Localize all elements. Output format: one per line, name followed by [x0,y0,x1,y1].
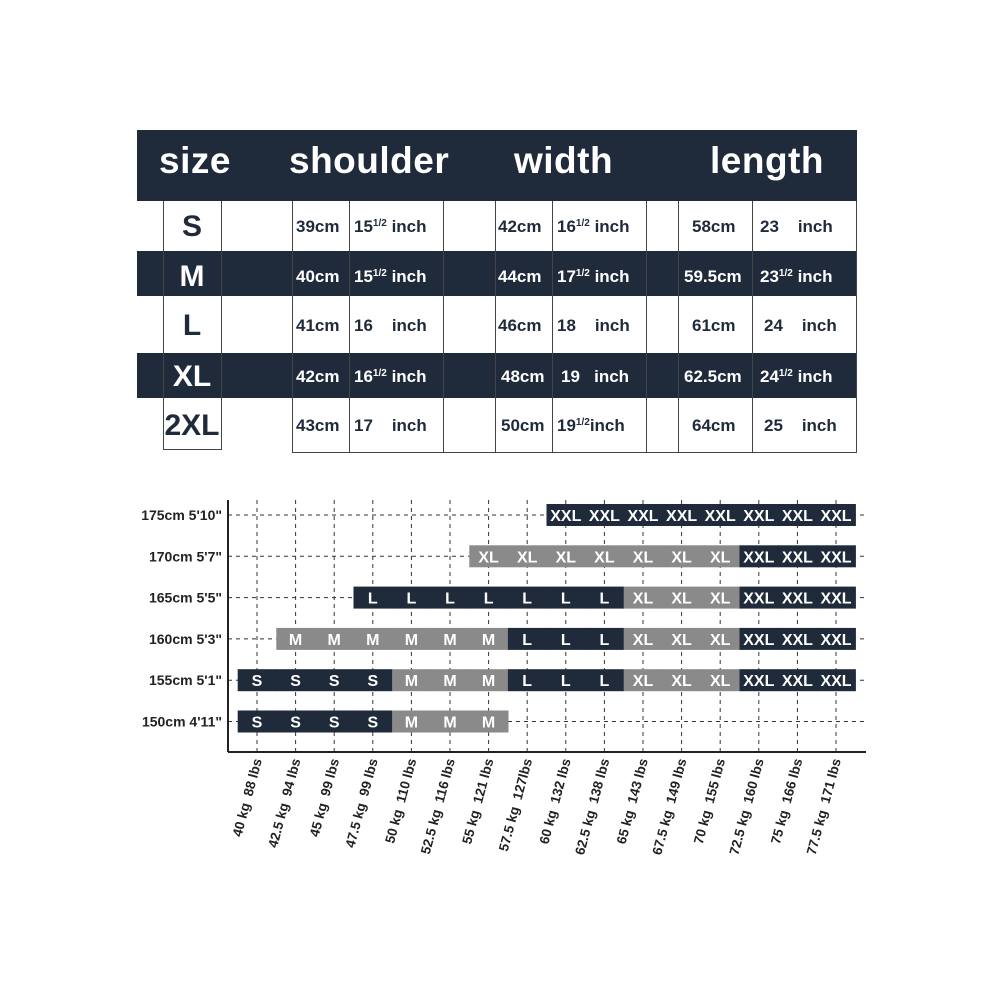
row-band-m [137,251,857,296]
size-cell-label: S [290,714,301,732]
size-cell-label: L [367,590,378,608]
width-cm: 50cm [501,416,545,435]
size-cell-label: XXL [743,631,775,649]
length-inch: $23^{1/2}$ inch [760,267,833,286]
size-cell-label: M [481,673,496,691]
size-cell-label: XL [555,549,577,567]
rule [752,201,753,453]
size-cell-label: L [560,673,571,691]
x-axis-label: 55 kg 121 lbs [459,756,497,846]
shoulder-cm: 42cm [296,367,340,386]
size-cell-label: XXL [781,508,813,525]
size-cell-label: XXL [781,590,813,608]
rule [678,201,679,453]
shoulder-inch: 17 inch [354,416,427,435]
size-cell-label: XXL [781,673,813,691]
length-cm: 59.5cm [684,267,742,286]
size-cell-label: XL [516,549,538,567]
length-cm: 62.5cm [684,367,742,386]
size-cell-label: XXL [550,508,582,525]
size-cell-label: S [328,714,340,732]
shoulder-cm: 39cm [296,217,340,236]
size-cell-label: S [290,673,301,691]
size-cell-label: L [560,631,571,649]
size-cell-label: M [404,631,419,649]
size-cell-label: XL [709,590,731,608]
size-cell-label: XL [594,549,615,567]
size-cell-label: XL [632,549,654,567]
width-cm: 48cm [501,367,545,386]
width-cm: 44cm [498,267,542,286]
size-cell-label: XL [671,631,692,649]
size-cell-label: L [483,590,494,608]
size-cell-label: XXL [588,508,620,525]
length-inch: $24^{1/2}$ inch [760,367,833,386]
y-axis-label: 165cm 5'5" [148,589,222,606]
size-label: 2XL [164,409,220,442]
size-cell-label: L [522,631,533,649]
rule [292,201,293,453]
size-cell-label: S [367,714,379,732]
size-cell-label: XXL [627,508,659,525]
width-inch: $19^{1/2}inch$ [557,416,625,435]
y-axis-label: 150cm 4'11" [141,713,222,730]
size-label: L [182,309,202,342]
row-band-xl [137,353,857,398]
rule [646,201,647,453]
size-cell-label: M [327,631,341,649]
x-axis-label: 67.5 kg 149 lbs [649,756,690,857]
size-cell-label: S [328,673,340,691]
header-shoulder: shoulder [289,140,450,181]
size-cell-label: M [481,631,496,649]
size-cell-label: S [251,714,263,732]
size-cell-label: L [445,590,455,608]
y-axis-label: 160cm 5'3" [148,630,222,647]
shoulder-inch: 16 inch [354,316,427,335]
size-label: S [181,210,202,243]
y-axis-label: 155cm 5'1" [148,672,222,689]
header-width: width [514,140,614,181]
size-label: M [179,260,205,293]
width-inch: 19 inch [561,367,630,386]
size-cell-label: XL [709,549,731,567]
rule [443,201,444,453]
width-inch: $16^{1/2}$ inch [557,217,630,236]
width-cm: 46cm [498,316,542,335]
x-axis-label: 65 kg 143 lbs [613,756,651,846]
size-cell-label: XXL [704,508,736,525]
rule [552,201,553,453]
x-axis-label: 50 kg 110 lbs [382,756,420,845]
y-axis-label: 175cm 5'10" [141,507,222,523]
size-cell-label: XXL [820,549,852,567]
size-cell-label: M [443,631,457,649]
size-cell-label: XL [671,590,692,608]
x-axis-label: 52.5 kg 116 lbs [417,756,458,856]
y-axis-label: 170cm 5'7" [148,548,222,565]
size-cell-label: XXL [820,508,852,525]
size-cell-label: XXL [820,590,852,608]
length-cm: 64cm [692,416,736,435]
shoulder-inch: $15^{1/2}$ inch [354,267,427,286]
size-cell-label: XXL [743,590,775,608]
size-cell-label: L [522,673,533,691]
size-cell-label: XL [709,673,731,691]
size-cell-label: S [251,673,263,691]
shoulder-inch: $16^{1/2}$ inch [354,367,427,386]
header-length: length [710,140,824,181]
x-axis-label: 72.5 kg 160 lbs [726,756,767,857]
length-cm: 61cm [692,316,736,335]
size-cell-label: L [599,590,610,608]
size-cell-label: L [560,590,571,608]
length-cm: 58cm [692,217,736,236]
size-cell-label: XXL [781,549,813,567]
rule [495,201,496,453]
size-cell-label: XL [709,631,731,649]
size-cell-label: XXL [820,673,852,691]
size-cell-label: XL [671,549,692,567]
size-cell-label: XL [632,673,654,691]
rule [221,201,222,450]
table-header [137,130,857,201]
size-cell-label: XL [632,631,654,649]
size-cell-label: XXL [743,508,775,525]
size-cell-label: XL [671,673,692,691]
length-inch: 24 inch [764,316,837,335]
width-cm: 42cm [498,217,542,236]
size-cell-label: L [599,673,610,691]
size-cell-label: S [367,673,379,691]
x-axis-label: 62.5 kg 138 lbs [572,756,613,857]
x-axis-label: 70 kg 155 lbs [690,756,729,846]
rule [856,201,857,453]
x-axis-label: 40 kg 88 lbs [229,756,265,839]
size-cell-label: XL [478,549,499,567]
size-label: XL [172,360,212,393]
rule [292,452,857,453]
size-cell-label: M [404,673,419,691]
size-cell-label: M [366,631,380,649]
header-size: size [159,140,231,181]
length-inch: 25 inch [764,416,837,435]
shoulder-cm: 43cm [296,416,340,435]
shoulder-inch: $15^{1/2}$ inch [354,217,427,236]
size-cell-label: M [481,714,496,732]
x-axis-label: 60 kg 132 lbs [536,756,574,846]
x-axis-label: 42.5 kg 94 lbs [265,756,304,850]
size-cell-label: XL [632,590,654,608]
width-inch: 18 inch [557,316,630,335]
size-cell-label: M [443,673,457,691]
shoulder-cm: 41cm [296,316,340,335]
width-inch: $17^{1/2}$ inch [557,267,630,286]
size-cell-label: M [288,631,303,649]
size-cell-label: L [599,631,610,649]
size-cell-label: L [406,590,417,608]
size-cell-label: L [522,590,533,608]
size-cell-label: M [443,714,457,732]
size-cell-label: XXL [666,508,698,525]
shoulder-cm: 40cm [296,267,340,286]
size-cell-label: XXL [820,631,852,649]
size-cell-label: M [404,714,419,732]
x-axis-label: 47.5 kg 99 lbs [342,756,381,850]
rule [349,201,350,453]
size-cell-label: XXL [781,631,813,649]
x-axis-label: 75 kg 166 lbs [768,756,806,846]
length-inch: 23 inch [760,217,833,236]
size-recommendation-chart [0,470,1000,870]
size-cell-label: XXL [743,549,775,567]
x-axis-label: 77.5 kg 171 lbs [803,756,844,857]
x-axis-label: 45 kg 99 lbs [306,756,343,839]
x-axis-label: 57.5 kg 127lbs [495,756,536,853]
size-cell-label: XXL [743,673,775,691]
